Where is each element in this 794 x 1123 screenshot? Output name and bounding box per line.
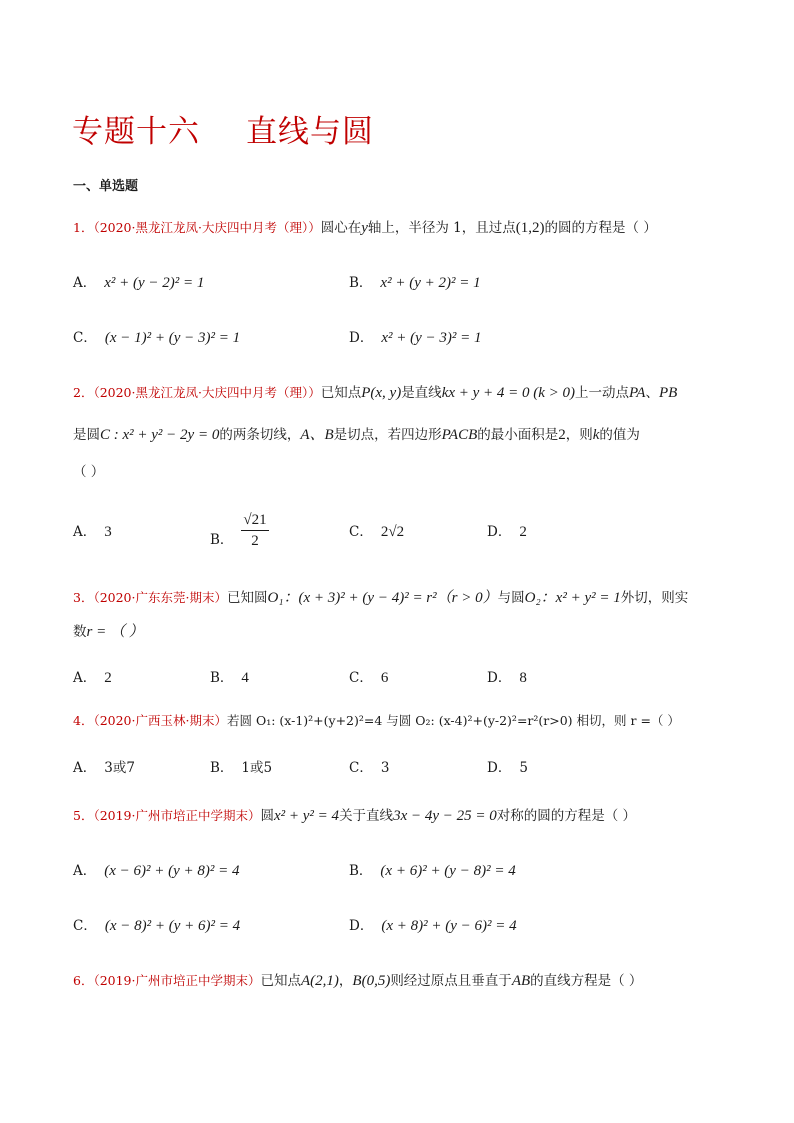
option-expr: 8: [519, 670, 527, 686]
title-topic: 专题十六: [72, 114, 200, 150]
q2-source: （2020·黑龙江龙凤·大庆四中月考（理））: [93, 385, 321, 400]
q5-line-eq: 3x − 4y − 25 = 0: [393, 808, 497, 824]
q1-text: 轴上，半径为 1，且过点: [367, 220, 516, 236]
question-3-line2: [73, 622, 144, 642]
q2-option-c[interactable]: [349, 522, 404, 542]
q2-circle: C : x² + y² − 2y = 0: [100, 427, 220, 443]
q3-o2: O₂: [524, 590, 541, 606]
q2-option-a[interactable]: [73, 522, 112, 542]
page-title: [72, 106, 374, 151]
q4-source: （2020·广西玉林·期末）: [93, 713, 227, 728]
q2-pa: PA: [629, 385, 646, 401]
q6-source: （2019·广州市培正中学期末）: [93, 973, 261, 988]
q2-pacb: PACB: [441, 427, 478, 443]
option-label: D．: [487, 524, 512, 540]
q4-option-c[interactable]: [349, 758, 389, 778]
q6-point-b: B(0,5): [352, 973, 391, 989]
option-expr: 1或5: [241, 760, 273, 776]
option-expr: x² + (y + 2)² = 1: [380, 275, 481, 291]
q4-option-d[interactable]: [487, 758, 528, 778]
option-label: C．: [73, 918, 97, 934]
q5-text: 对称的圆的方程是（ ）: [496, 808, 637, 824]
q3-source: （2020·广东东莞·期末）: [93, 590, 227, 605]
option-expr: x² + (y − 3)² = 1: [381, 330, 482, 346]
q6-ab: AB: [511, 973, 531, 989]
q3-text: 与圆: [497, 590, 525, 606]
q2-line-eq: kx + y + 4 = 0 (k > 0): [441, 385, 576, 401]
question-2: [73, 383, 677, 403]
q2-text: 的两条切线，: [219, 427, 301, 443]
option-expr: 5: [519, 760, 528, 776]
option-label: B．: [349, 275, 373, 291]
q3-o1: O₁: [267, 590, 284, 606]
option-label: C．: [349, 670, 373, 686]
fraction-denominator: 2: [251, 533, 259, 549]
q2-sep: 、: [645, 385, 659, 401]
q1-option-b[interactable]: [349, 273, 481, 293]
option-label: A．: [73, 524, 97, 540]
option-expr: 4: [241, 670, 249, 686]
option-label: A．: [73, 863, 97, 879]
q6-text: 的直线方程是（ ）: [530, 973, 643, 989]
option-label: A．: [73, 275, 97, 291]
question-3: [73, 588, 688, 608]
q3-option-d[interactable]: [487, 668, 527, 688]
q2-k: k: [592, 427, 600, 443]
q3-eq1: ：(x + 3)² + (y − 4)² = r²（r > 0）: [283, 590, 498, 606]
q3-text: 外切，则实: [620, 590, 689, 606]
q2-option-b[interactable]: [210, 510, 269, 551]
q2-point: P(x, y): [361, 385, 402, 401]
q5-option-a[interactable]: [73, 861, 240, 881]
fraction-numerator: √21: [241, 510, 268, 531]
option-expr: 3: [380, 760, 390, 776]
q2-text: 上一动点: [575, 385, 630, 401]
q1-option-a[interactable]: [73, 273, 204, 293]
option-label: B．: [210, 670, 234, 686]
option-label: A．: [73, 760, 97, 776]
q5-text: 关于直线: [339, 808, 394, 824]
option-label: C．: [349, 760, 373, 776]
q1-text: 圆心在: [320, 220, 362, 236]
q1-source: （2020·黑龙江龙凤·大庆四中月考（理））: [93, 220, 321, 235]
option-expr: 2: [519, 524, 527, 540]
q1-number: 1．: [73, 220, 94, 235]
option-label: C．: [349, 524, 373, 540]
q2-option-d[interactable]: [487, 522, 527, 542]
q3-option-b[interactable]: [210, 668, 249, 688]
q1-point: (1,2): [515, 220, 545, 236]
option-fraction: [241, 510, 268, 551]
q2-area: 2: [558, 427, 566, 443]
option-expr: (x − 1)² + (y − 3)² = 1: [104, 330, 241, 346]
q4-text: 若圆 O₁: (x-1)²+(y+2)²=4 与圆 O₂: (x-4)²+(y-2)²=r²(r>0) 相切，则 r =（ ）: [226, 713, 680, 728]
q2-text: 的最小面积是: [477, 427, 559, 443]
option-expr: x² + (y − 2)² = 1: [104, 275, 205, 291]
question-4: [73, 711, 680, 731]
q4-number: 4．: [73, 713, 94, 728]
q3-r: r = （ ）: [86, 624, 144, 640]
q2-text: ，则: [565, 427, 593, 443]
option-expr: (x − 6)² + (y + 8)² = 4: [104, 863, 240, 879]
q5-number: 5．: [73, 808, 94, 823]
q2-text: 是直线: [401, 385, 442, 401]
q1-var: y: [361, 220, 368, 236]
option-expr: 2: [104, 670, 112, 686]
option-label: D．: [349, 918, 374, 934]
question-1: [73, 218, 657, 238]
q6-point-a: A(2,1): [301, 973, 339, 989]
q3-option-c[interactable]: [349, 668, 388, 688]
question-2-line2: [73, 425, 640, 445]
option-expr: 2√2: [380, 524, 405, 540]
q1-option-d[interactable]: [349, 328, 482, 348]
q1-text: 的圆的方程是（ ）: [544, 220, 657, 236]
option-label: D．: [487, 760, 512, 776]
option-label: B．: [349, 863, 373, 879]
q6-text: 已知点: [260, 973, 301, 989]
q2-answer-paren: （ ）: [73, 464, 105, 480]
q6-text: 则经过原点且垂直于: [390, 973, 512, 989]
option-label: C．: [73, 330, 97, 346]
q2-text: 的值为: [599, 427, 640, 443]
q5-option-c[interactable]: [73, 916, 240, 936]
option-label: D．: [349, 330, 374, 346]
q2-ab: A、B: [300, 427, 334, 443]
q5-option-b[interactable]: [349, 861, 516, 881]
q2-pb: PB: [658, 385, 678, 401]
option-expr: 6: [380, 670, 389, 686]
q2-text: 是切点，若四边形: [333, 427, 442, 443]
q3-eq2: ：x² + y² = 1: [540, 590, 621, 606]
option-expr: (x + 8)² + (y − 6)² = 4: [381, 918, 517, 934]
option-label: B．: [210, 532, 234, 548]
option-label: D．: [487, 670, 512, 686]
q2-number: 2．: [73, 385, 94, 400]
q5-source: （2019·广州市培正中学期末）: [93, 808, 261, 823]
title-subject: 直线与圆: [246, 114, 374, 150]
option-expr: 3或7: [104, 760, 135, 776]
q5-option-d[interactable]: [349, 916, 517, 936]
option-expr: (x + 6)² + (y − 8)² = 4: [380, 863, 516, 879]
q3-text: 已知圆: [226, 590, 268, 606]
q3-text: 数: [73, 624, 87, 640]
q2-text: 已知点: [320, 385, 362, 401]
q4-option-a[interactable]: [73, 758, 135, 778]
q3-option-a[interactable]: [73, 668, 112, 688]
section-heading: 一、单选题: [73, 179, 139, 194]
option-expr: 3: [104, 524, 112, 540]
question-5: [73, 806, 636, 826]
q6-sep: ，: [338, 973, 353, 989]
q1-option-c[interactable]: [73, 328, 240, 348]
q5-text: 圆: [260, 808, 274, 824]
q3-number: 3．: [73, 590, 94, 605]
question-6: [73, 971, 642, 991]
option-label: B．: [210, 760, 234, 776]
q5-circle: x² + y² = 4: [274, 808, 340, 824]
q6-number: 6．: [73, 973, 94, 988]
q2-text: 是圆: [73, 427, 100, 443]
q4-option-b[interactable]: [210, 758, 272, 778]
option-expr: (x − 8)² + (y + 6)² = 4: [104, 918, 241, 934]
option-label: A．: [73, 670, 97, 686]
